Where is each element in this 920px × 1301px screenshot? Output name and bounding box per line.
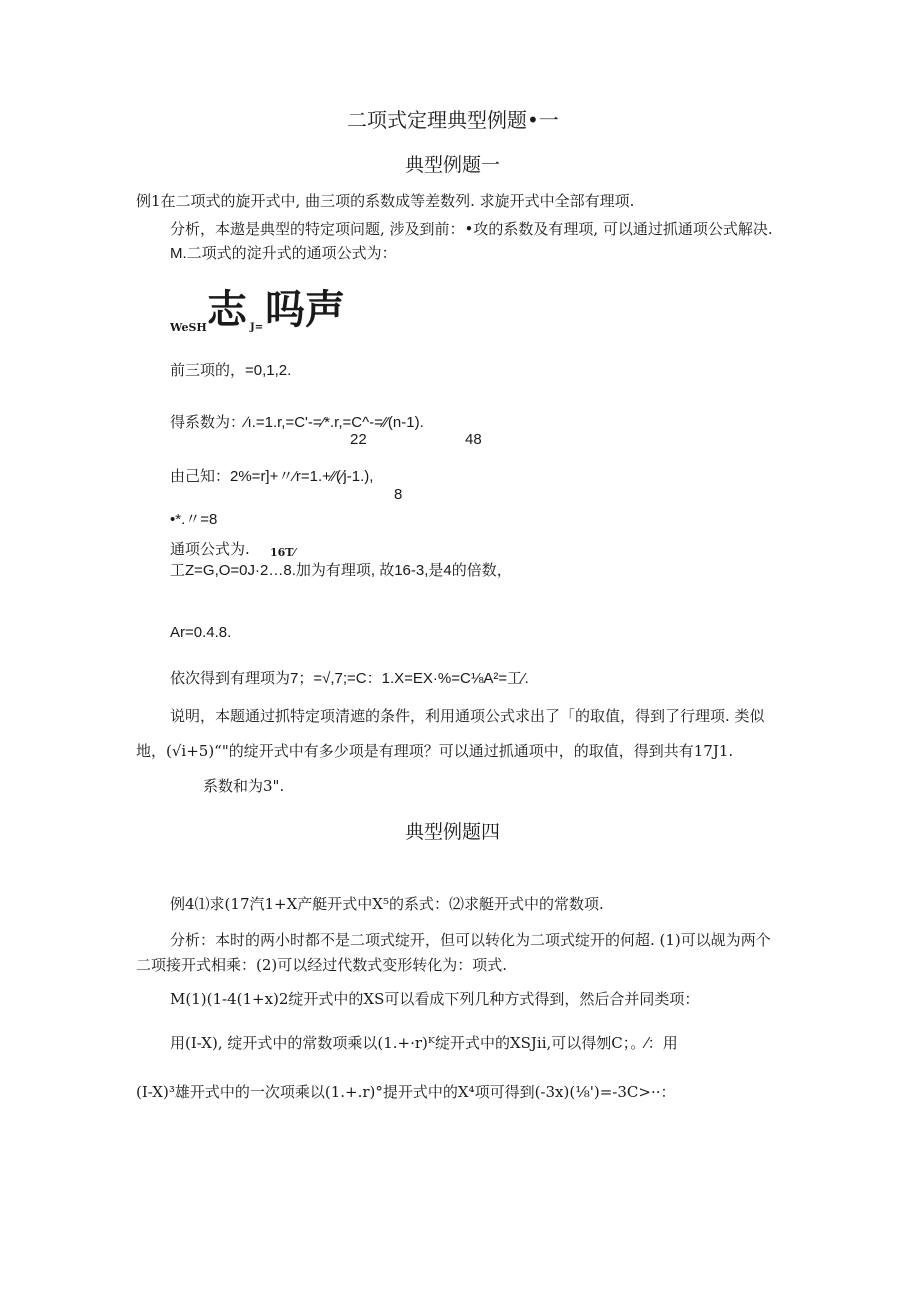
rational-terms-line: 依次得到有理项为7；=√,7;=C：1.X=EX·%=C⅛A²=工⁄. <box>170 670 529 687</box>
example-4-solution-2: 用(I-X), 绽开式中的常数项乘以(1.+·r)ᴷ绽开式中的XSJii,可以得刎C；。⁄：用 <box>170 1034 678 1052</box>
first-three-terms: 前三项的，=0,1,2. <box>170 362 292 379</box>
section-heading-4: 典型例题四 <box>405 821 501 843</box>
example-1-solution-intro: M.二项式的淀升式的通项公式为： <box>170 245 397 262</box>
section-heading-1: 典型例题一 <box>405 154 501 176</box>
r-values: Ar=0.4.8. <box>170 624 232 641</box>
formula-glyph-1: 志 <box>207 286 247 333</box>
n-value: •*.〃=8 <box>170 511 218 528</box>
known-condition-line: 由己知：2%=r]+〃⁄r=1.+⁄⁄(⁄j-1.), <box>170 468 374 485</box>
note-line-3: 系数和为3". <box>203 777 285 795</box>
coefficient-subscript-2: 48 <box>465 431 482 448</box>
note-line-1: 说明，本题通过抓特定项清遮的条件，利用通项公式求出了「的取值，得到了行理项. 类似 <box>170 707 765 725</box>
general-term-fragment: 16T⁄ <box>270 546 296 559</box>
known-condition-subscript: 8 <box>394 486 403 503</box>
coefficient-subscript-1: 22 <box>350 431 367 448</box>
coefficient-line: 得系数为：∕ı.=1.r,=C'-=⁄*.r,=C^-=⁄⁄(n-1). <box>170 414 424 431</box>
page-title: 二项式定理典型例题•一 <box>347 108 559 132</box>
terms-condition-line: 工Z=G,O=0J·2…8.加为有理项, 故16-3,是4的倍数， <box>170 562 512 579</box>
example-4-solution-3: (I-X)³雄开式中的一次项乘以(1.+.r)°提开式中的X⁴项可得到(-3x)(⅛')=-3C>··： <box>136 1083 676 1101</box>
formula-prefix: WeSH <box>170 321 207 334</box>
example-4-analysis-1: 分析：本时的两小时都不是二项式绽开，但可以转化为二项式绽开的何超. (1)可以觇为两个 <box>170 931 771 949</box>
formula-infix: J= <box>250 322 264 333</box>
note-line-2: 地，(√i+5)“"的绽开式中有多少项是有理项？可以通过抓通项中，的取值，得到共有17J1. <box>136 742 734 760</box>
formula-glyph-2: 吗声 <box>265 286 345 333</box>
example-4-solution-1: M(1)(1-4(1+x)2绽开式中的XS可以看成下列几种方式得到，然后合并同类项： <box>170 990 700 1008</box>
example-1-question: 例1在二项式的旋开式中, 曲三项的系数成等差数列. 求旋开式中全部有理项. <box>136 192 635 210</box>
general-term-label: 通项公式为. <box>170 540 250 558</box>
example-4-question: 例4⑴求(17汽1+X产艇开式中X⁵的系式：⑵求艇开式中的常数项. <box>170 895 604 913</box>
example-1-analysis: 分析，本遨是典型的特定项问题, 涉及到前：•攻的系数及有理项, 可以通过抓通项公式解决. <box>170 220 773 238</box>
example-4-analysis-2: 二项接开式相乘：(2)可以经过代数式变形转化为：项式. <box>136 956 508 974</box>
